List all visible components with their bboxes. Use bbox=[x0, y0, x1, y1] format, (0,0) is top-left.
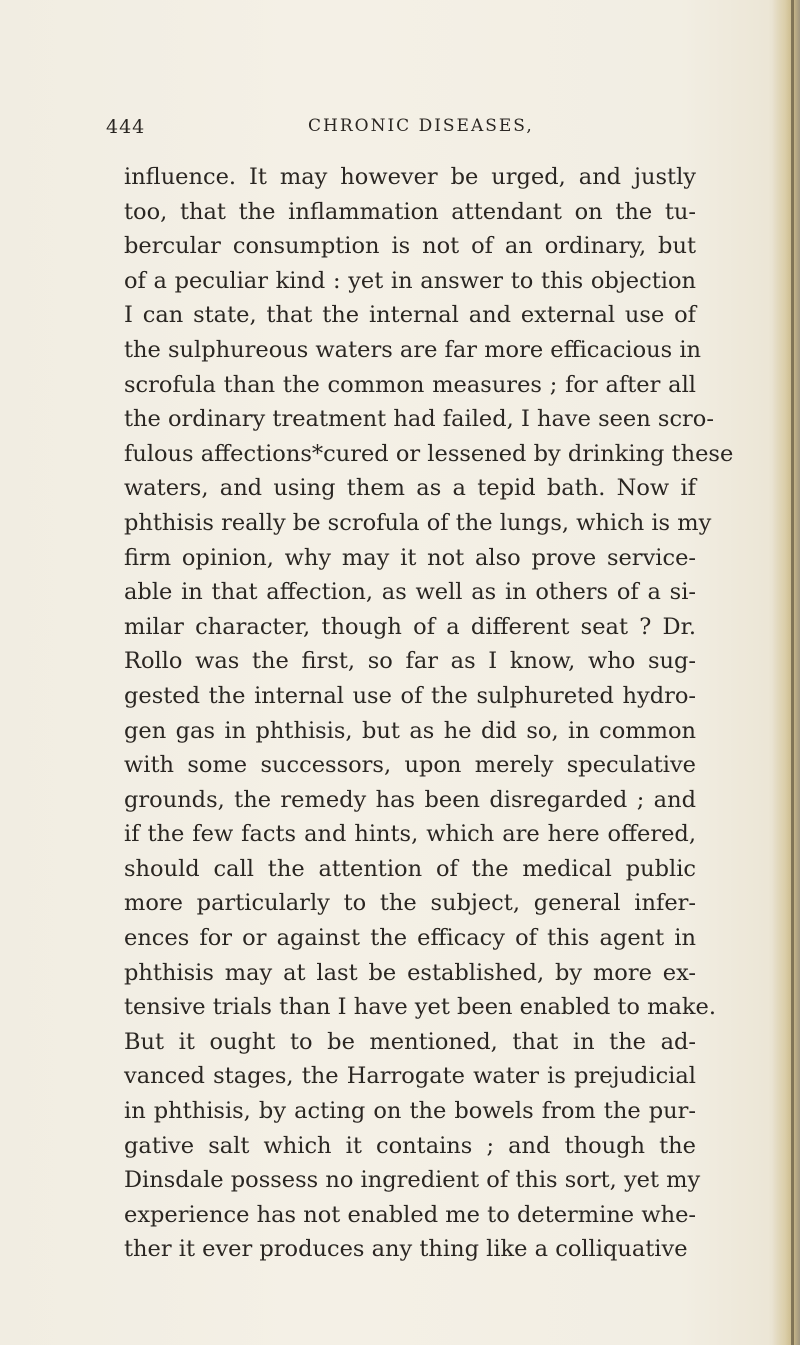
text-line: influence. It may however be urged, and justly bbox=[124, 164, 696, 190]
text-line: able in that affection, as well as in others of a si- bbox=[124, 579, 696, 606]
text-line: gested the internal use of the sulphureted hydro- bbox=[124, 682, 696, 709]
text-line: tensive trials than I have yet been enabled to make. bbox=[124, 994, 716, 1021]
text-line: bercular consumption is not of an ordinary, but bbox=[124, 233, 696, 260]
text-line: the ordinary treatment had failed, I have seen scro- bbox=[124, 406, 714, 433]
text-line: grounds, the remedy has been disregarded ; and bbox=[124, 786, 696, 813]
page-edge-line bbox=[791, 0, 794, 1345]
text-line: with some successors, upon merely speculative bbox=[124, 752, 696, 779]
text-line: phthisis really be scrofula of the lungs, which is my bbox=[124, 509, 712, 536]
text-line: milar character, though of a different seat ? Dr. bbox=[124, 613, 696, 640]
text-line: the sulphureous waters are far more efficacious in bbox=[124, 336, 702, 363]
text-line: vanced stages, the Harrogate water is prejudicial bbox=[124, 1063, 696, 1090]
text-line: waters, and using them as a tepid bath. Now if bbox=[124, 475, 696, 502]
text-line: if the few facts and hints, which are here offered, bbox=[124, 821, 696, 848]
text-line: phthisis may at last be established, by more ex- bbox=[124, 959, 696, 986]
text-line: Rollo was the first, so far as I know, who sug- bbox=[124, 648, 696, 675]
text-line: ences for or against the efficacy of this agent in bbox=[124, 925, 696, 952]
text-line: gative salt which it contains ; and though the bbox=[124, 1132, 696, 1159]
page-edge-shadow bbox=[772, 0, 800, 1345]
text-line: gen gas in phthisis, but as he did so, in common bbox=[124, 717, 696, 744]
text-line: But it ought to be mentioned, that in the ad- bbox=[124, 1028, 696, 1055]
text-line: more particularly to the subject, general infer- bbox=[124, 890, 696, 917]
text-line: too, that the inflammation attendant on the tu- bbox=[124, 198, 696, 225]
text-line: of a peculiar kind : yet in answer to this objection bbox=[124, 267, 696, 294]
text-line: experience has not enabled me to determine whe- bbox=[124, 1201, 696, 1228]
text-line: fulous affections*cured or lessened by drinking these bbox=[124, 440, 734, 467]
text-line: scrofula than the common measures ; for after all bbox=[124, 371, 696, 398]
page-header bbox=[106, 116, 706, 146]
text-line: in phthisis, by acting on the bowels from the pur- bbox=[124, 1098, 696, 1125]
text-line: Dinsdale possess no ingredient of this sort, yet my bbox=[124, 1167, 701, 1194]
text-line: ther it ever produces any thing like a colliquative bbox=[124, 1236, 688, 1263]
running-head: CHRONIC DISEASES, bbox=[308, 116, 534, 136]
text-line: should call the attention of the medical public bbox=[124, 855, 696, 882]
page-number: 444 bbox=[106, 116, 146, 138]
text-line: firm opinion, why may it not also prove service- bbox=[124, 544, 696, 571]
text-line: I can state, that the internal and external use of bbox=[124, 302, 696, 329]
body-text bbox=[124, 160, 734, 1267]
